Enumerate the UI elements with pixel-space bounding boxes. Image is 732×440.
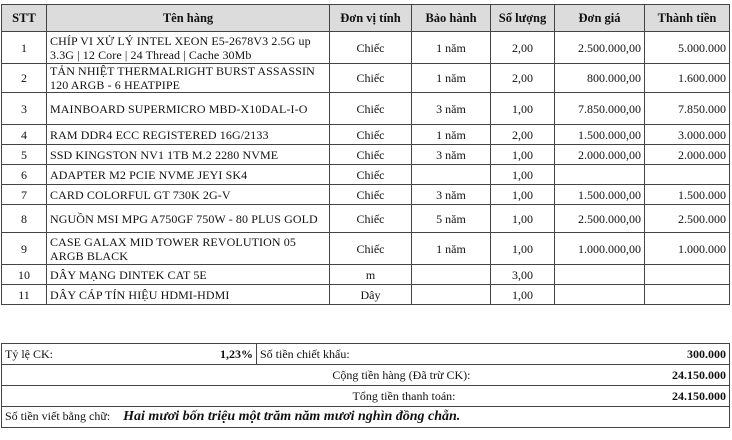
cell-quantity: 3,00 [491,265,555,285]
in-words-row [2,407,730,428]
cell-product-name: CHÍP VI XỬ LÝ INTEL XEON E5-2678V3 2.5G up 3.3G | 12 Core | 24 Thread | Cache 30Mb [47,32,330,64]
header-ten-hang: Tên hàng [47,5,330,32]
cell-warranty: 1 năm [412,125,491,145]
cell-unit-price: 2.500.000,00 [555,32,645,64]
cell-unit-price: 2.000.000,00 [555,145,645,165]
cell-line-total: 3.000.000 [645,125,730,145]
in-words-value: Hai mươi bốn triệu một trăm năm mươi nghìn đồng chẵn. [123,409,461,424]
cell-unit-price: 800.000,00 [555,64,645,93]
cell-unit-price [555,165,645,185]
cell-warranty: 3 năm [412,185,491,205]
cell-stt: 9 [2,233,47,265]
cell-stt: 4 [2,125,47,145]
item-row [2,93,730,125]
cell-line-total: 2.000.000 [645,145,730,165]
cell-product-name: SSD KINGSTON NV1 1TB M.2 2280 NVME [47,145,330,165]
cell-product-name: TẢN NHIỆT THERMALRIGHT BURST ASSASSIN 120 ARGB - 6 HEATPIPE [47,64,330,93]
cell-quantity: 1,00 [491,165,555,185]
item-row [2,125,730,145]
item-row [2,205,730,233]
in-words-cell [2,407,730,428]
cell-unit: Chiếc [330,185,412,205]
cell-warranty: 3 năm [412,93,491,125]
cell-line-total: 2.500.000 [645,205,730,233]
grand-total-label: Tổng tiền thanh toán: [2,386,641,407]
cell-line-total: 5.000.000 [645,32,730,64]
cell-line-total: 1.000.000 [645,233,730,265]
cell-quantity: 2,00 [491,125,555,145]
cell-unit: Chiếc [330,165,412,185]
cell-product-name: RAM DDR4 ECC REGISTERED 16G/2133 [47,125,330,145]
cell-product-name: NGUỒN MSI MPG A750GF 750W - 80 PLUS GOLD [47,205,330,233]
cell-quantity: 1,00 [491,205,555,233]
header-thanh-tien: Thành tiền [645,5,730,32]
cell-line-total [645,265,730,285]
subtotal-label: Cộng tiền hàng (Đã trừ CK): [2,365,641,386]
cell-product-name: ADAPTER M2 PCIE NVME JEYI SK4 [47,165,330,185]
cell-unit: Chiếc [330,145,412,165]
header-don-gia: Đơn giá [555,5,645,32]
cell-warranty: 3 năm [412,145,491,165]
cell-warranty [412,265,491,285]
header-row [2,5,730,32]
cell-unit-price: 7.850.000,00 [555,93,645,125]
invoice-summary-table [1,343,730,428]
header-don-vi-tinh: Đơn vị tính [330,5,412,32]
cell-line-total: 1.600.000 [645,64,730,93]
subtotal-row [2,365,730,386]
cell-product-name: CARD COLORFUL GT 730K 2G-V [47,185,330,205]
in-words-label: Số tiền viết bằng chữ: [5,409,111,423]
item-row [2,185,730,205]
cell-stt: 2 [2,64,47,93]
item-row [2,233,730,265]
cell-product-name: MAINBOARD SUPERMICRO MBD-X10DAL-I-O [47,93,330,125]
cell-unit: Dây [330,285,412,305]
subtotal-value: 24.150.000 [641,365,730,386]
cell-stt: 11 [2,285,47,305]
cell-line-total [645,165,730,185]
cell-unit: Chiếc [330,64,412,93]
cell-unit: Chiếc [330,125,412,145]
cell-unit-price: 1.500.000,00 [555,125,645,145]
invoice-items-table [1,4,730,305]
cell-stt: 7 [2,185,47,205]
discount-amount-value: 300.000 [641,344,730,365]
cell-quantity: 1,00 [491,145,555,165]
item-row [2,265,730,285]
cell-product-name: DÂY CÁP TÍN HIỆU HDMI-HDMI [47,285,330,305]
cell-stt: 6 [2,165,47,185]
item-row [2,64,730,93]
header-so-luong: Số lượng [491,5,555,32]
item-row [2,32,730,64]
cell-warranty: 1 năm [412,32,491,64]
cell-line-total: 1.500.000 [645,185,730,205]
header-bao-hanh: Bảo hành [412,5,491,32]
cell-stt: 8 [2,205,47,233]
cell-unit-price: 1.500.000,00 [555,185,645,205]
cell-unit-price: 2.500.000,00 [555,205,645,233]
cell-warranty: 5 năm [412,205,491,233]
item-row [2,165,730,185]
cell-stt: 5 [2,145,47,165]
header-stt: STT [2,5,47,32]
cell-warranty [412,285,491,305]
cell-unit: Chiếc [330,32,412,64]
discount-amount-label: Số tiền chiết khấu: [257,344,641,365]
cell-unit: m [330,265,412,285]
cell-warranty: 1 năm [412,233,491,265]
discount-rate-value: 1,23% [220,346,253,361]
cell-quantity: 1,00 [491,185,555,205]
cell-stt: 1 [2,32,47,64]
cell-quantity: 2,00 [491,32,555,64]
discount-rate-cell [2,344,257,365]
cell-unit-price [555,285,645,305]
cell-stt: 10 [2,265,47,285]
item-row [2,285,730,305]
cell-stt: 3 [2,93,47,125]
cell-quantity: 1,00 [491,93,555,125]
cell-line-total: 7.850.000 [645,93,730,125]
discount-row [2,344,730,365]
grand-total-row [2,386,730,407]
grand-total-value: 24.150.000 [641,386,730,407]
cell-product-name: CASE GALAX MID TOWER REVOLUTION 05 ARGB BLACK [47,233,330,265]
cell-product-name: DÂY MẠNG DINTEK CAT 5E [47,265,330,285]
cell-line-total [645,285,730,305]
cell-warranty: 1 năm [412,64,491,93]
cell-quantity: 1,00 [491,233,555,265]
cell-unit-price: 1.000.000,00 [555,233,645,265]
cell-warranty [412,165,491,185]
cell-unit: Chiếc [330,205,412,233]
cell-quantity: 2,00 [491,64,555,93]
cell-quantity: 1,00 [491,285,555,305]
cell-unit: Chiếc [330,233,412,265]
cell-unit: Chiếc [330,93,412,125]
cell-unit-price [555,265,645,285]
discount-rate-label: Tỷ lệ CK: [5,346,53,361]
item-row [2,145,730,165]
